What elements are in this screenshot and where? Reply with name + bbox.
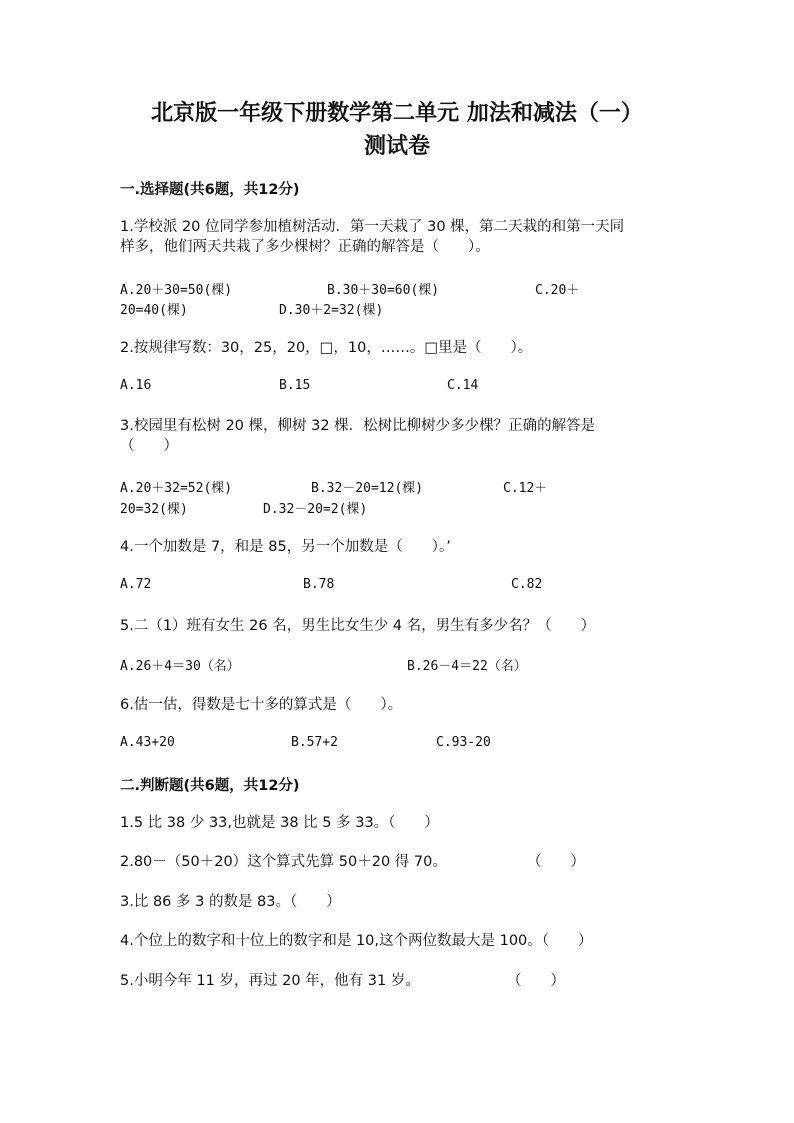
option-c-continued: 20=32(棵) bbox=[120, 502, 188, 517]
option-b: B.78 bbox=[303, 577, 335, 592]
question-1-line-2: 样多，他们两天共栽了多少棵树？正确的解答是（ ）。 bbox=[120, 239, 490, 255]
option-b: B.15 bbox=[279, 378, 311, 393]
question-3-line-2: （ ） bbox=[120, 438, 178, 454]
option-a: A.72 bbox=[120, 577, 152, 592]
option-c: C.93-20 bbox=[436, 735, 491, 750]
option-d: D.32－20=2(棵) bbox=[263, 502, 368, 517]
judgement-1: 1.5 比 38 少 33,也就是 38 比 5 多 33。（ ） bbox=[120, 815, 439, 831]
question-2: 2.按规律写数：30，25，20，□，10，……。□里是（ ）。 bbox=[120, 340, 533, 356]
question-6: 6.估一估，得数是七十多的算式是（ ）。 bbox=[120, 697, 403, 713]
option-a: A.43+20 bbox=[120, 735, 175, 750]
judgement-5-answer-paren: （ ） bbox=[507, 973, 565, 989]
option-c-continued: 20=40(棵) bbox=[120, 303, 188, 318]
option-d: D.30＋2=32(棵) bbox=[279, 303, 384, 318]
option-a: A.16 bbox=[120, 378, 152, 393]
page-subtitle: 测试卷 bbox=[363, 133, 430, 159]
option-b: B.30＋30=60(棵) bbox=[327, 283, 440, 298]
option-c: C.14 bbox=[447, 378, 479, 393]
option-c: C.12＋ bbox=[503, 481, 548, 496]
judgement-2: 2.80－（50＋20）这个算式先算 50＋20 得 70。 bbox=[120, 854, 447, 870]
judgement-2-answer-paren: （ ） bbox=[527, 854, 585, 870]
option-c: C.20＋ bbox=[535, 283, 580, 298]
option-b: B.57+2 bbox=[291, 735, 338, 750]
question-1-line-1: 1.学校派 20 位同学参加植树活动．第一天栽了 30 棵，第二天栽的和第一天同 bbox=[120, 219, 625, 235]
question-4: 4.一个加数是 7，和是 85，另一个加数是（ ）。’ bbox=[120, 539, 451, 555]
judgement-5: 5.小明今年 11 岁，再过 20 年，他有 31 岁。 bbox=[120, 973, 420, 989]
section-heading-judgement: 二.判断题(共6题，共12分) bbox=[120, 778, 300, 794]
option-a: A.26＋4＝30（名） bbox=[120, 659, 240, 674]
option-b: B.26－4＝22（名） bbox=[407, 659, 527, 674]
option-a: A.20＋30=50(棵) bbox=[120, 283, 233, 298]
judgement-4: 4.个位上的数字和十位上的数字和是 10,这个两位数最大是 100。（ ） bbox=[120, 933, 593, 949]
option-c: C.82 bbox=[511, 577, 543, 592]
option-a: A.20＋32=52(棵) bbox=[120, 481, 233, 496]
question-5: 5.二（1）班有女生 26 名，男生比女生少 4 名，男生有多少名？（ ） bbox=[120, 618, 596, 634]
option-b: B.32－20=12(棵) bbox=[311, 481, 424, 496]
question-3-line-1: 3.校园里有松树 20 棵，柳树 32 棵．松树比柳树少多少棵？正确的解答是 bbox=[120, 418, 596, 434]
page-title: 北京版一年级下册数学第二单元 加法和减法（一） bbox=[151, 100, 643, 126]
section-heading-choice: 一.选择题(共6题，共12分) bbox=[120, 182, 300, 198]
judgement-3: 3.比 86 多 3 的数是 83。（ ） bbox=[120, 894, 341, 910]
